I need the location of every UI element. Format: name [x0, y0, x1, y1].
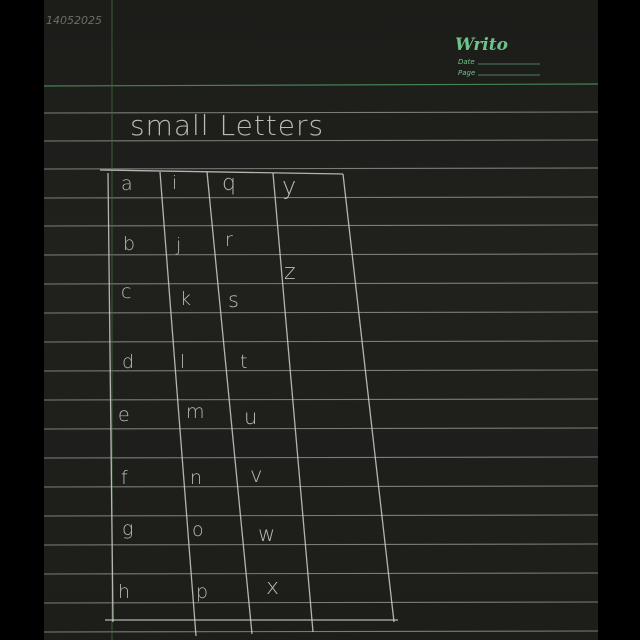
date-label: Date	[458, 58, 475, 66]
letter-x: x	[266, 575, 280, 600]
ruled-line	[44, 197, 598, 198]
letter-b: b	[123, 233, 136, 255]
ruled-line	[44, 84, 598, 86]
letter-g: g	[122, 518, 134, 540]
letter-v: v	[250, 463, 263, 487]
letter-u: u	[244, 405, 258, 429]
letter-k: k	[180, 288, 192, 310]
letter-c: c	[121, 281, 132, 303]
letter-i: i	[172, 172, 178, 194]
letter-d: d	[122, 351, 135, 373]
letter-o: o	[192, 519, 204, 541]
brand-logo: Writo	[455, 35, 508, 55]
ruled-line	[44, 225, 598, 226]
letter-l: l	[180, 351, 186, 373]
ruled-line	[44, 341, 598, 342]
page-label: Page	[458, 69, 476, 77]
ruled-line	[44, 631, 598, 632]
letter-j: j	[176, 234, 182, 256]
letter-m: m	[186, 401, 205, 423]
ruled-line	[44, 544, 598, 545]
letter-p: p	[196, 581, 209, 603]
letter-column-1	[118, 173, 135, 603]
letter-f: f	[121, 467, 128, 489]
letter-column-4	[282, 172, 298, 285]
letter-r: r	[225, 229, 233, 251]
table-column-divider	[343, 174, 394, 622]
ruled-line	[44, 573, 598, 574]
corner-scribble: 14052025	[46, 14, 102, 27]
ruled-line	[44, 312, 598, 313]
letter-q: q	[222, 171, 236, 196]
letter-w: w	[258, 522, 276, 546]
ruled-line	[44, 399, 598, 400]
letter-t: t	[240, 351, 248, 373]
ruled-line	[44, 168, 598, 169]
page-title: small Letters	[130, 109, 325, 142]
ruled-line	[44, 515, 598, 516]
table-column-divider	[273, 173, 313, 632]
letter-h: h	[118, 581, 131, 603]
letter-z: z	[284, 260, 298, 285]
letter-s: s	[228, 288, 239, 312]
letter-y: y	[282, 172, 297, 200]
letter-column-3	[222, 171, 279, 600]
ruled-line	[44, 428, 598, 429]
letter-column-2	[172, 172, 208, 603]
letters-table-grid	[100, 170, 398, 636]
ruled-line	[44, 457, 598, 458]
letter-n: n	[190, 467, 203, 489]
letter-a: a	[121, 173, 133, 195]
letter-e: e	[118, 404, 130, 426]
